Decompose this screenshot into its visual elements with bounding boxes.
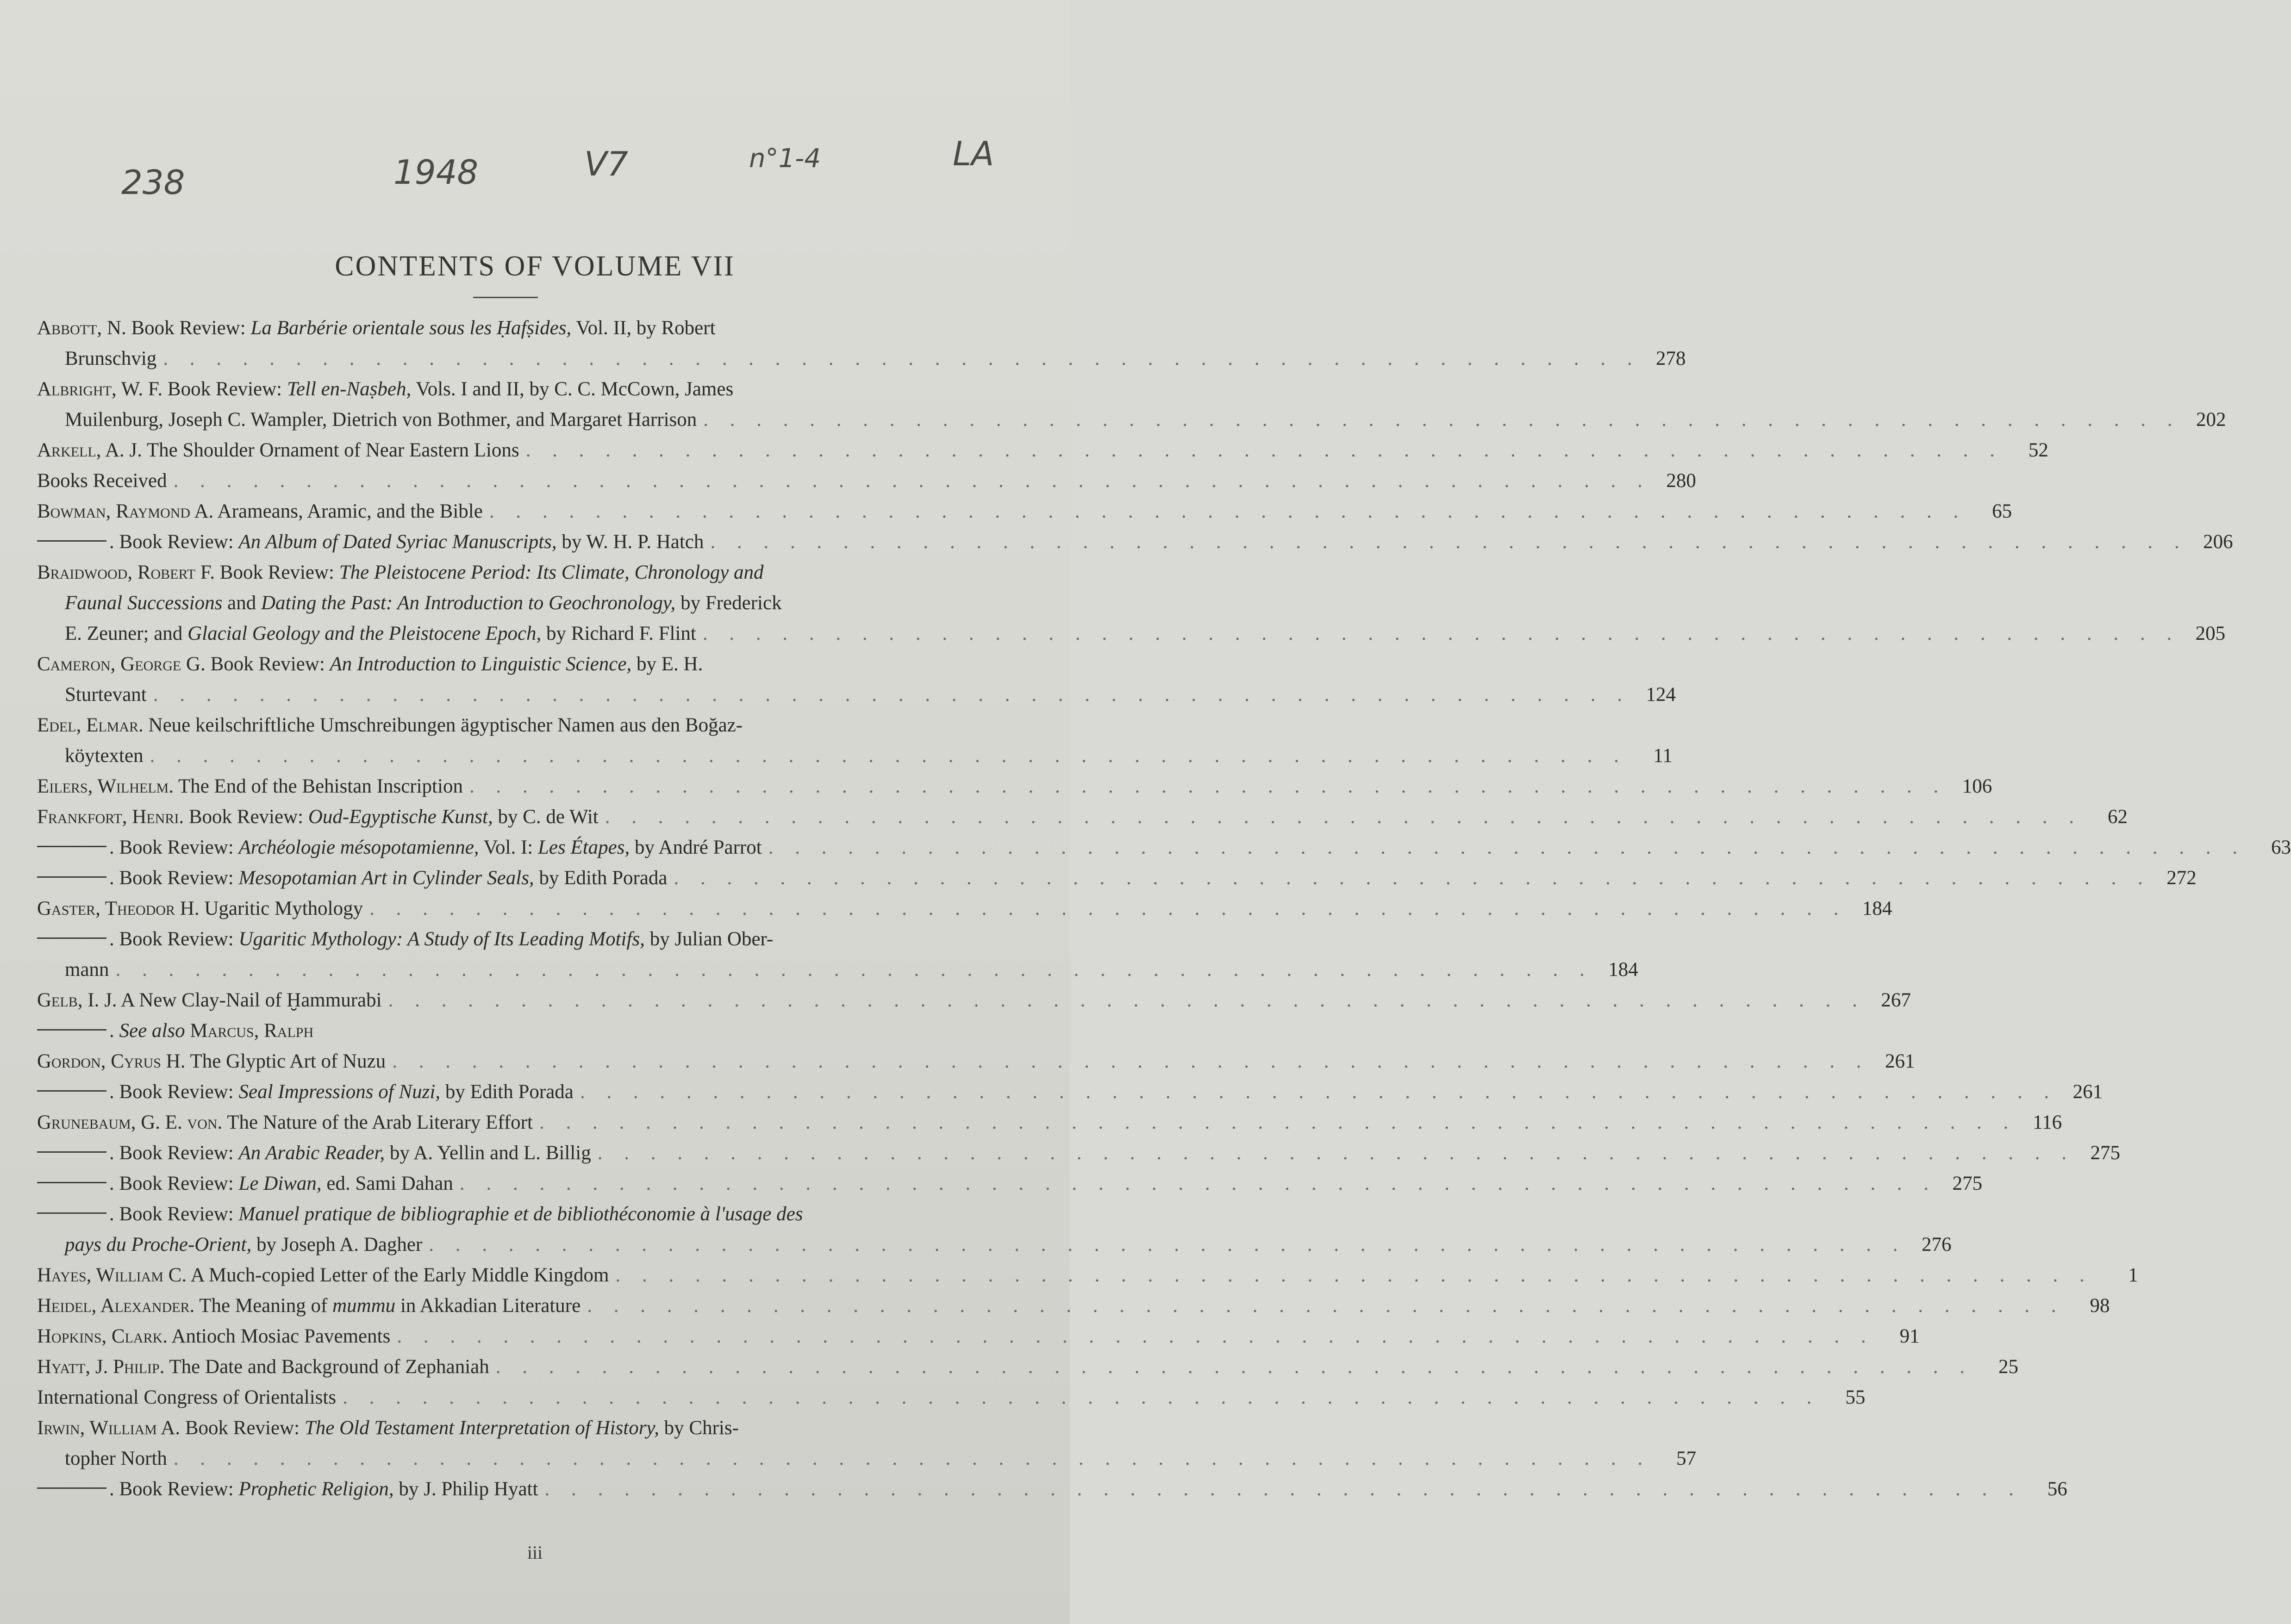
entry-text xyxy=(65,1230,422,1260)
entry-title-text: The End of the Behistan Inscription xyxy=(173,775,463,797)
entry-title-text: Book Review: xyxy=(215,562,339,583)
entry-title-text: by C. de Wit xyxy=(493,806,599,828)
author-name: Frankfort, Henri. xyxy=(37,806,184,828)
entry-line xyxy=(37,1199,979,1230)
contents-entry xyxy=(37,1168,1983,1199)
entry-text xyxy=(37,1046,386,1077)
entry-title-italic: An Introduction to Linguistic Science, xyxy=(330,653,632,675)
entry-line xyxy=(37,496,2012,527)
contents-entry xyxy=(37,1291,2110,1321)
contents-entry xyxy=(37,985,1911,1016)
contents-entry xyxy=(37,649,1676,710)
dot-leader: . . . . . . . . . . . . . . . . . . . . . . . . . . . . . . . . . . . . . . . . . . . . . . . . . . . . . . . . xyxy=(392,1050,1870,1072)
author-name: Cameron, George G. xyxy=(37,653,206,675)
entry-title-italic: Dating the Past: An Introduction to Geochronology, xyxy=(261,592,676,614)
entry-continuation-line xyxy=(65,680,1676,710)
entry-title-text: Book Review: xyxy=(180,1417,305,1439)
entry-line xyxy=(37,435,2048,466)
dot-leader: . . . . . . . . . . . . . . . . . . . . . . . . . . . . . . . . . . . . . . . . . . . . . . . . . . . . . . . . xyxy=(605,806,2082,828)
entry-title-italic: Tell en-Naṣbeh, xyxy=(287,378,412,400)
entry-text xyxy=(37,1291,581,1321)
entry-title-italic: The Pleistocene Period: Its Climate, Chronology and xyxy=(339,562,764,583)
entry-title-text: by André Parrot xyxy=(630,837,762,858)
entry-title-text: . Book Review: xyxy=(109,1142,239,1164)
page-number: 52 xyxy=(2028,439,2048,461)
entry-line xyxy=(37,1016,979,1046)
contents-entry xyxy=(37,1138,2121,1168)
entry-line xyxy=(37,985,1911,1016)
author-name: Hopkins, Clark. xyxy=(37,1325,168,1347)
entry-text xyxy=(37,1168,453,1199)
entry-text xyxy=(37,378,733,400)
author-name: Gordon, Cyrus H. xyxy=(37,1050,186,1072)
entry-title-text: The Meaning of xyxy=(194,1295,333,1317)
page-number: 206 xyxy=(2203,531,2233,553)
entry-title-text: . Book Review: xyxy=(109,837,239,858)
entry-text xyxy=(37,928,773,950)
page-number: 62 xyxy=(2107,806,2128,828)
dot-leader: . . . . . . . . . . . . . . . . . . . . . . . . . . . . . . . . . . . . . . . . . . . . . . . . . . . . . . . . xyxy=(703,409,2181,431)
author-name: Grunebaum, G. E. von. xyxy=(37,1112,223,1133)
contents-entry xyxy=(37,1352,2018,1382)
entry-continuation-line xyxy=(65,955,1638,985)
entry-line xyxy=(37,863,2197,893)
entry-title-text: Book Review: xyxy=(162,378,287,400)
author-name: Albright, W. F. xyxy=(37,378,163,400)
entry-text xyxy=(37,496,483,527)
entry-title-text: . Book Review: xyxy=(109,1203,239,1225)
page-number: 91 xyxy=(1899,1325,1920,1347)
entry-title-italic: Oud-Egyptische Kunst, xyxy=(308,806,493,828)
entry-title-text: and xyxy=(222,592,261,614)
entry-title-italic: mummu xyxy=(332,1295,396,1317)
entry-text xyxy=(37,771,463,802)
contents-entry xyxy=(37,771,1992,802)
ditto-dash xyxy=(37,1029,106,1031)
entry-text xyxy=(37,435,519,466)
page-number: 275 xyxy=(2090,1142,2121,1164)
page-number: 205 xyxy=(2195,623,2226,644)
contents-entry xyxy=(37,893,1892,924)
entry-title-text: . Book Review: xyxy=(109,1081,239,1103)
entry-line xyxy=(37,832,2291,863)
page-number: 11 xyxy=(1653,745,1673,767)
entry-continuation-line xyxy=(65,1230,1952,1260)
entry-title-text: A New Clay-Nail of Ḫammurabi xyxy=(117,989,382,1011)
ditto-dash xyxy=(37,937,106,939)
dot-leader: . . . . . . . . . . . . . . . . . . . . . . . . . . . . . . . . . . . . . . . . . . . . . . . . . . . . . . . . xyxy=(597,1142,2075,1164)
author-name: Abbott, N. xyxy=(37,317,126,339)
dot-leader: . . . . . . . . . . . . . . . . . . . . . . . . . . . . . . . . . . . . . . . . . . . . . . . . . . . . . . . . xyxy=(768,837,2246,858)
ditto-dash xyxy=(37,1151,106,1153)
handwritten-note-code: LA xyxy=(953,134,994,173)
handwritten-note-volume: V7 xyxy=(584,144,629,183)
page-number: 280 xyxy=(1666,470,1696,492)
page-number: 202 xyxy=(2196,409,2226,431)
entry-line xyxy=(37,1138,2121,1168)
entry-line xyxy=(37,710,979,741)
entry-text xyxy=(37,562,764,583)
author-name: Bowman, Raymond A. xyxy=(37,500,214,522)
ditto-dash xyxy=(37,1090,106,1092)
entry-title-text: . Book Review: xyxy=(109,928,239,950)
author-name: Irwin, William A. xyxy=(37,1417,181,1439)
entry-title-text: by J. Philip Hyatt xyxy=(393,1478,538,1500)
dot-leader: . . . . . . . . . . . . . . . . . . . . . . . . . . . . . . . . . . . . . . . . . . . . . . . . . . . . . . . . xyxy=(710,531,2188,553)
entry-title-italic: Prophetic Religion, xyxy=(238,1478,394,1500)
contents-entry xyxy=(37,527,2233,557)
entry-line xyxy=(37,1413,979,1443)
entry-title-italic: Seal Impressions of Nuzi, xyxy=(238,1081,441,1103)
page-number: 25 xyxy=(1998,1356,2018,1378)
entry-text xyxy=(37,1474,538,1505)
entry-title-text: Vol. II, by Robert xyxy=(571,317,716,339)
page-number: 275 xyxy=(1952,1173,1983,1194)
entry-text xyxy=(37,1107,533,1138)
entry-title-text: Sturtevant xyxy=(65,684,147,706)
dot-leader: . . . . . . . . . . . . . . . . . . . . . . . . . . . . . . . . . . . . . . . . . . . . . . . . . . . . . . . . xyxy=(150,745,1627,767)
entry-line xyxy=(37,1046,1915,1077)
entry-title-text: by W. H. P. Hatch xyxy=(556,531,704,553)
entry-title-text: Ugaritic Mythology xyxy=(199,898,363,919)
entry-line xyxy=(37,649,979,680)
entry-title-text: Book Review: xyxy=(126,317,251,339)
entry-line xyxy=(37,893,1892,924)
author-name: Gelb, I. J. xyxy=(37,989,117,1011)
entry-title-italic: La Barbérie orientale sous les Ḥafṣides, xyxy=(250,317,572,339)
page-number: 57 xyxy=(1676,1448,1697,1469)
dot-leader: . . . . . . . . . . . . . . . . . . . . . . . . . . . . . . . . . . . . . . . . . . . . . . . . . . . . . . . . xyxy=(674,867,2151,889)
contents-entry xyxy=(37,1382,1866,1413)
entry-text xyxy=(65,405,697,435)
entry-text xyxy=(37,527,704,557)
entry-title-italic: See also xyxy=(119,1020,185,1042)
entry-title-text: Muilenburg, Joseph C. Wampler, Dietrich von Bothmer, and Margaret Harrison xyxy=(65,409,697,431)
contents-entry xyxy=(37,863,2197,893)
entry-text xyxy=(37,1382,336,1413)
entry-text xyxy=(37,1352,489,1382)
contents-entry xyxy=(37,1199,1952,1260)
page-number: 1 xyxy=(2128,1264,2138,1286)
dot-leader: . . . . . . . . . . . . . . . . . . . . . . . . . . . . . . . . . . . . . . . . . . . . . . . . . . . . . . . . xyxy=(397,1325,1874,1347)
entry-title-text: by Edith Porada xyxy=(440,1081,574,1103)
entry-title-text: topher North xyxy=(65,1448,167,1469)
entry-continuation-line xyxy=(65,405,2226,435)
entry-line xyxy=(37,1260,2138,1291)
entry-title-text: by Julian Ober- xyxy=(644,928,774,950)
entry-title-text: The Shoulder Ornament of Near Eastern Lions xyxy=(142,439,519,461)
dot-leader: . . . . . . . . . . . . . . . . . . . . . . . . . . . . . . . . . . . . . . . . . . . . . . . . . . . . . . . . xyxy=(173,470,1651,492)
page-number: 106 xyxy=(1962,775,1992,797)
ditto-dash xyxy=(37,876,106,878)
entry-text xyxy=(37,1321,390,1352)
entry-text xyxy=(37,863,668,893)
author-name: Hayes, William C. xyxy=(37,1264,187,1286)
author-name: Edel, Elmar. xyxy=(37,714,144,736)
contents-entry xyxy=(37,802,2128,832)
entry-line xyxy=(37,374,979,405)
entry-text xyxy=(37,714,743,736)
dot-leader: . . . . . . . . . . . . . . . . . . . . . . . . . . . . . . . . . . . . . . . . . . . . . . . . . . . . . . . . xyxy=(429,1234,1906,1255)
entry-title-text: Vols. I and II, by C. C. McCown, James xyxy=(411,378,734,400)
contents-list xyxy=(37,313,2291,1505)
contents-entry xyxy=(37,1046,1915,1077)
entry-title-text xyxy=(185,1020,190,1042)
entry-text xyxy=(37,1203,803,1225)
dot-leader: . . . . . . . . . . . . . . . . . . . . . . . . . . . . . . . . . . . . . . . . . . . . . . . . . . . . . . . . xyxy=(702,623,2180,644)
entry-line xyxy=(37,1382,1866,1413)
dot-leader: . . . . . . . . . . . . . . . . . . . . . . . . . . . . . . . . . . . . . . . . . . . . . . . . . . . . . . . . xyxy=(615,1264,2093,1286)
entry-title-text: Antioch Mosiac Pavements xyxy=(168,1325,391,1347)
entry-title-text: Neue keilschriftliche Umschreibungen ägyptischer Namen aus den Boğaz- xyxy=(143,714,743,736)
entry-title-text: Brunschvig xyxy=(65,348,157,369)
dot-leader: . . . . . . . . . . . . . . . . . . . . . . . . . . . . . . . . . . . . . . . . . . . . . . . . . . . . . . . . xyxy=(343,1387,1820,1408)
author-name: Heidel, Alexander. xyxy=(37,1295,195,1317)
dot-leader: . . . . . . . . . . . . . . . . . . . . . . . . . . . . . . . . . . . . . . . . . . . . . . . . . . . . . . . . xyxy=(369,898,1847,919)
ditto-dash xyxy=(37,1212,106,1214)
ditto-dash xyxy=(37,1182,106,1183)
entry-text xyxy=(65,618,696,649)
entry-title-italic: pays du Proche-Orient, xyxy=(65,1234,252,1255)
entry-title-text: The Glyptic Art of Nuzu xyxy=(185,1050,386,1072)
dot-leader: . . . . . . . . . . . . . . . . . . . . . . . . . . . . . . . . . . . . . . . . . . . . . . . . . . . . . . . . xyxy=(153,684,1630,706)
entry-line xyxy=(37,1474,2067,1505)
cross-reference-name: Marcus, Ralph xyxy=(190,1020,314,1042)
dot-leader: . . . . . . . . . . . . . . . . . . . . . . . . . . . . . . . . . . . . . . . . . . . . . . . . . . . . . . . . xyxy=(587,1295,2065,1317)
entry-text xyxy=(37,832,762,863)
contents-entry xyxy=(37,1016,979,1046)
entry-title-text: Books Received xyxy=(37,470,167,492)
contents-entry xyxy=(37,1321,1920,1352)
entry-title-text: by Joseph A. Dagher xyxy=(251,1234,423,1255)
entry-text xyxy=(37,802,599,832)
entry-line xyxy=(37,1077,2103,1107)
entry-title-text: by Frederick xyxy=(675,592,782,614)
entry-continuation-line xyxy=(65,741,1673,771)
entry-text xyxy=(37,985,382,1016)
entry-title-text: A Much-copied Letter of the Early Middle Kingdom xyxy=(187,1264,609,1286)
entry-line xyxy=(37,466,1696,496)
entry-title-italic: Mesopotamian Art in Cylinder Seals, xyxy=(238,867,534,889)
contents-entry xyxy=(37,1107,2062,1138)
entry-text xyxy=(65,1443,167,1474)
dot-leader: . . . . . . . . . . . . . . . . . . . . . . . . . . . . . . . . . . . . . . . . . . . . . . . . . . . . . . . . xyxy=(580,1081,2058,1103)
entry-title-italic: Glacial Geology and the Pleistocene Epoch, xyxy=(187,623,542,644)
page-number: 267 xyxy=(1881,989,1911,1011)
entry-title-text: . xyxy=(109,1020,119,1042)
entry-text xyxy=(37,1020,313,1042)
ditto-dash xyxy=(37,540,106,542)
entry-title-text: by A. Yellin and L. Billig xyxy=(385,1142,591,1164)
entry-line xyxy=(37,771,1992,802)
entry-title-text: ed. Sami Dahan xyxy=(321,1173,453,1194)
page-title: CONTENTS OF VOLUME VII xyxy=(335,250,735,282)
entry-title-text: International Congress of Orientalists xyxy=(37,1387,337,1408)
contents-entry xyxy=(37,374,2226,435)
entry-title-italic: Archéologie mésopotamienne, xyxy=(238,837,479,858)
dot-leader: . . . . . . . . . . . . . . . . . . . . . . . . . . . . . . . . . . . . . . . . . . . . . . . . . . . . . . . . xyxy=(489,500,1967,522)
page-number: 261 xyxy=(1885,1050,1915,1072)
ditto-dash xyxy=(37,846,106,847)
entry-title-text: köytexten xyxy=(65,745,144,767)
dot-leader: . . . . . . . . . . . . . . . . . . . . . . . . . . . . . . . . . . . . . . . . . . . . . . . . . . . . . . . . xyxy=(115,959,1593,981)
page-number: 116 xyxy=(2033,1112,2062,1133)
contents-entry xyxy=(37,1413,1697,1474)
page-number: 124 xyxy=(1646,684,1676,706)
entry-title-italic: Manuel pratique de bibliographie et de bibliothéconomie à l'usage des xyxy=(238,1203,803,1225)
entry-title-text: . Book Review: xyxy=(109,531,239,553)
page-number: 98 xyxy=(2090,1295,2110,1317)
contents-entry xyxy=(37,710,1673,771)
entry-title-text: Book Review: xyxy=(205,653,330,675)
entry-title-text: E. Zeuner; and xyxy=(65,623,188,644)
entry-title-text: in Akkadian Literature xyxy=(395,1295,581,1317)
entry-title-text: The Date and Background of Zephaniah xyxy=(164,1356,489,1378)
entry-continuation-line xyxy=(65,1443,1697,1474)
entry-line xyxy=(37,1291,2110,1321)
entry-text xyxy=(37,1077,574,1107)
entry-text xyxy=(37,1417,739,1439)
entry-title-italic: Ugaritic Mythology: A Study of Its Leading Motifs, xyxy=(238,928,645,950)
entry-title-text: mann xyxy=(65,959,109,981)
author-name: Hyatt, J. Philip. xyxy=(37,1356,165,1378)
author-name: Eilers, Wilhelm. xyxy=(37,775,174,797)
contents-entry xyxy=(37,1077,2103,1107)
page-number: 184 xyxy=(1862,898,1892,919)
entry-text xyxy=(65,344,156,374)
entry-line xyxy=(37,1168,1983,1199)
contents-entry xyxy=(37,924,1638,985)
contents-entry xyxy=(37,1474,2067,1505)
entry-line xyxy=(37,1107,2062,1138)
dot-leader: . . . . . . . . . . . . . . . . . . . . . . . . . . . . . . . . . . . . . . . . . . . . . . . . . . . . . . . . xyxy=(388,989,1866,1011)
entry-text xyxy=(37,1138,591,1168)
page-number: 65 xyxy=(1992,500,2012,522)
entry-title-italic: An Arabic Reader, xyxy=(238,1142,385,1164)
dot-leader: . . . . . . . . . . . . . . . . . . . . . . . . . . . . . . . . . . . . . . . . . . . . . . . . . . . . . . . . xyxy=(173,1448,1651,1469)
entry-line xyxy=(37,313,979,344)
entry-title-italic: The Old Testament Interpretation of History, xyxy=(304,1417,659,1439)
entry-line xyxy=(37,802,2128,832)
page-number: 184 xyxy=(1608,959,1638,981)
entry-title-text: . Book Review: xyxy=(109,1173,239,1194)
entry-title-text: . Book Review: xyxy=(109,1478,239,1500)
entry-continuation-line xyxy=(65,344,1686,374)
entry-line xyxy=(37,1321,1920,1352)
entry-text xyxy=(37,893,363,924)
page-number: 261 xyxy=(2073,1081,2103,1103)
page-folio: iii xyxy=(527,1542,543,1563)
contents-entry xyxy=(37,466,1696,496)
entry-title-text: by Richard F. Flint xyxy=(541,623,696,644)
handwritten-note-issues: n°1-4 xyxy=(749,144,821,174)
title-rule xyxy=(473,297,538,298)
entry-line xyxy=(37,1352,2018,1382)
entry-title-italic: Les Étapes, xyxy=(537,837,630,858)
author-name: Arkell, A. J. xyxy=(37,439,142,461)
contents-entry xyxy=(37,557,2226,649)
contents-entry xyxy=(37,832,2291,863)
dot-leader: . . . . . . . . . . . . . . . . . . . . . . . . . . . . . . . . . . . . . . . . . . . . . . . . . . . . . . . . xyxy=(525,439,2003,461)
contents-entry xyxy=(37,313,1686,374)
entry-title-text: by Chris- xyxy=(659,1417,739,1439)
entry-line xyxy=(37,527,2233,557)
entry-title-italic: Le Diwan, xyxy=(238,1173,322,1194)
entry-title-text: The Nature of the Arab Literary Effort xyxy=(222,1112,533,1133)
page-number: 276 xyxy=(1922,1234,1952,1255)
entry-title-text: Book Review: xyxy=(184,806,308,828)
author-name: Gaster, Theodor H. xyxy=(37,898,200,919)
page-number: 55 xyxy=(1845,1387,1866,1408)
entry-text xyxy=(65,680,147,710)
entry-title-text: . Book Review: xyxy=(109,867,239,889)
page-number: 272 xyxy=(2166,867,2197,889)
entry-title-text: by E. H. xyxy=(631,653,703,675)
contents-entry xyxy=(37,496,2012,527)
handwritten-note-year: 1948 xyxy=(393,153,479,192)
handwritten-note-number: 238 xyxy=(121,163,185,202)
entry-text xyxy=(65,592,782,614)
entry-title-italic: Faunal Successions xyxy=(65,592,223,614)
contents-entry xyxy=(37,1260,2138,1291)
author-name: Braidwood, Robert F. xyxy=(37,562,215,583)
entry-text xyxy=(37,653,703,675)
entry-title-italic: An Album of Dated Syriac Manuscripts, xyxy=(238,531,557,553)
dot-leader: . . . . . . . . . . . . . . . . . . . . . . . . . . . . . . . . . . . . . . . . . . . . . . . . . . . . . . . . xyxy=(544,1478,2022,1500)
entry-title-text: Vol. I: xyxy=(479,837,538,858)
page-number: 56 xyxy=(2047,1478,2067,1500)
entry-text xyxy=(37,317,716,339)
entry-title-text: by Edith Porada xyxy=(534,867,668,889)
dot-leader: . . . . . . . . . . . . . . . . . . . . . . . . . . . . . . . . . . . . . . . . . . . . . . . . . . . . . . . . xyxy=(163,348,1641,369)
entry-line xyxy=(37,924,979,955)
ditto-dash xyxy=(37,1487,106,1489)
entry-title-text: Arameans, Aramic, and the Bible xyxy=(213,500,483,522)
entry-text xyxy=(37,466,167,496)
entry-text xyxy=(65,741,144,771)
dot-leader: . . . . . . . . . . . . . . . . . . . . . . . . . . . . . . . . . . . . . . . . . . . . . . . . . . . . . . . . xyxy=(539,1112,2017,1133)
entry-line xyxy=(37,557,979,588)
page-number: 63 xyxy=(2271,837,2291,858)
entry-continuation-line xyxy=(65,618,2226,649)
dot-leader: . . . . . . . . . . . . . . . . . . . . . . . . . . . . . . . . . . . . . . . . . . . . . . . . . . . . . . . . xyxy=(469,775,1947,797)
entry-text xyxy=(65,955,109,985)
dot-leader: . . . . . . . . . . . . . . . . . . . . . . . . . . . . . . . . . . . . . . . . . . . . . . . . . . . . . . . . xyxy=(459,1173,1937,1194)
entry-continuation-line xyxy=(65,588,979,618)
page-number: 278 xyxy=(1656,348,1686,369)
dot-leader: . . . . . . . . . . . . . . . . . . . . . . . . . . . . . . . . . . . . . . . . . . . . . . . . . . . . . . . . xyxy=(495,1356,1973,1378)
entry-text xyxy=(37,1260,609,1291)
contents-entry xyxy=(37,435,2048,466)
